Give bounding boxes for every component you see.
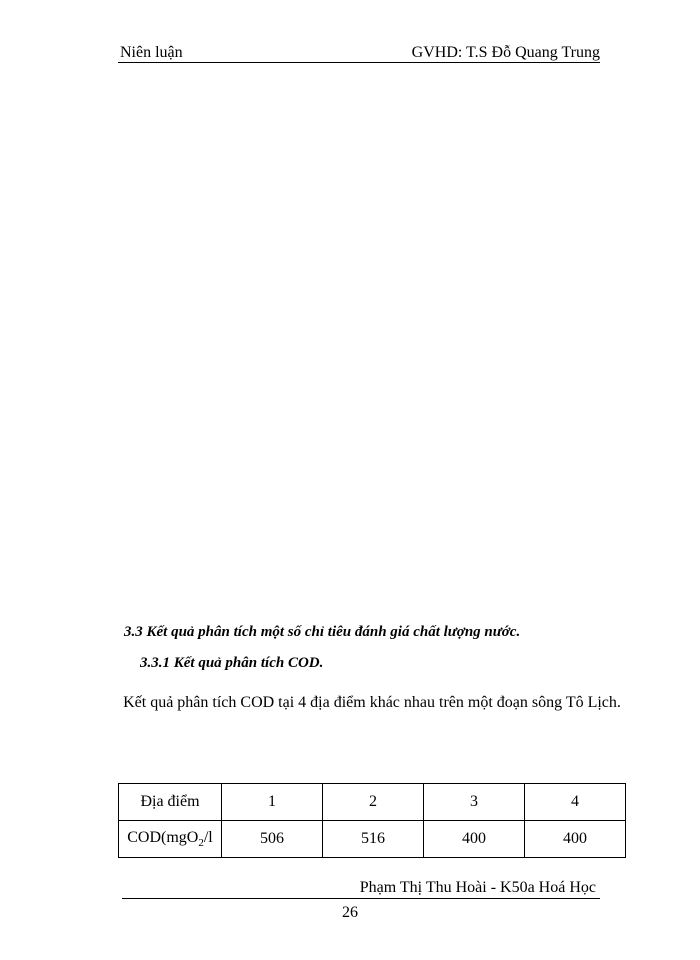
cod-label-subscript: 2 — [198, 837, 204, 850]
table-cell: 2 — [323, 784, 424, 821]
table-row — [119, 821, 626, 858]
table-row — [119, 784, 626, 821]
table-header-cell — [119, 821, 222, 858]
page-number: 26 — [342, 904, 358, 921]
table-cell: 400 — [525, 821, 626, 858]
header-rule — [118, 62, 600, 63]
table-header-cell: Địa điểm — [119, 784, 222, 821]
page-header-left: Niên luận — [120, 44, 183, 61]
table-cell: 1 — [222, 784, 323, 821]
table-cell: 400 — [424, 821, 525, 858]
table-cell: 516 — [323, 821, 424, 858]
section-heading: 3.3 Kết quả phân tích một số chỉ tiêu đánh giá chất lượng nước. — [124, 624, 521, 640]
footer-rule — [122, 898, 600, 899]
footer-author: Phạm Thị Thu Hoài - K50a Hoá Học — [359, 879, 596, 896]
table-cell: 4 — [525, 784, 626, 821]
table-cell: 3 — [424, 784, 525, 821]
subsection-heading: 3.3.1 Kết quả phân tích COD. — [140, 655, 324, 671]
cod-label-suffix: /l — [203, 828, 213, 846]
table-cell: 506 — [222, 821, 323, 858]
cod-results-table — [118, 783, 626, 858]
page-header-right: GVHD: T.S Đỗ Quang Trung — [411, 44, 600, 61]
body-paragraph: Kết quả phân tích COD tại 4 địa điểm khác nhau trên một đoạn sông Tô Lịch. — [123, 694, 621, 711]
cod-label-prefix: COD(mgO — [127, 828, 199, 846]
